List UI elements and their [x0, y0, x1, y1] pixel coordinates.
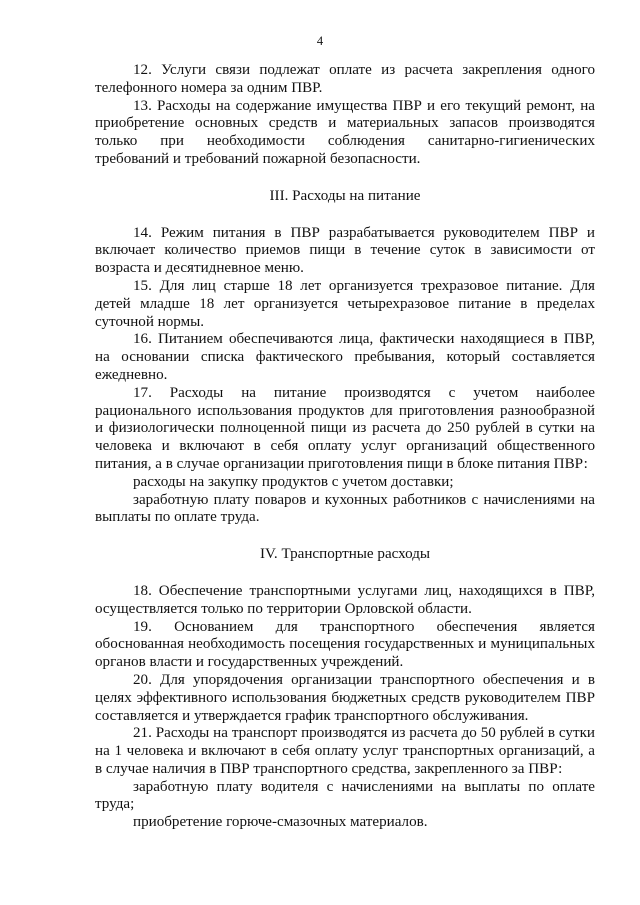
paragraph-16: 16. Питанием обеспечиваются лица, фактически находящиеся в ПВР, на основании списка фактического пребывания, который составляется ежедневно. [95, 331, 595, 383]
list-item-products: расходы на закупку продуктов с учетом доставки; [133, 473, 454, 490]
document-body [95, 62, 595, 832]
paragraph-20: 20. Для упорядочения организации транспортного обеспечения и в целях эффективного использования бюджетных средств руководителем ПВР составляется и утверждается график транспортного обслуживания. [95, 671, 595, 724]
paragraph-18: 18. Обеспечение транспортными услугами лиц, находящихся в ПВР, осуществляется только по территории Орловской области. [95, 582, 595, 617]
paragraph-14: 14. Режим питания в ПВР разрабатывается руководителем ПВР и включает количество приемов пищи в течение суток в зависимости от возраста и десятидневное меню. [95, 224, 595, 277]
section-heading-food: III. Расходы на питание [269, 187, 421, 204]
list-item-cooks-salary: заработную плату поваров и кухонных работников с начислениями на выплаты по оплате труда. [95, 491, 595, 526]
paragraph-12: 12. Услуги связи подлежат оплате из расчета закрепления одного телефонного номера за одним ПВР. [95, 62, 595, 96]
paragraph-17: 17. Расходы на питание производятся с учетом наиболее рационального использования продуктов для приготовления разнообразной и физиологически полноценной пищи из расчета до 250 рублей в сутки на человека и включают в себя оплату услуг организаций общественного питания, а в случае организации приготовления пищи в блоке питания ПВР: [95, 384, 595, 472]
list-item-fuel: приобретение горюче-смазочных материалов. [133, 814, 428, 831]
list-item-driver-salary: заработную плату водителя с начислениями на выплаты по оплате труда; [95, 778, 595, 813]
page-number: 4 [316, 34, 324, 48]
paragraph-19: 19. Основанием для транспортного обеспечения является обоснованная необходимость посещения государственных и муниципальных органов власти и государственных учреждений. [95, 618, 595, 671]
section-heading-transport: IV. Транспортные расходы [259, 546, 431, 563]
paragraph-13: 13. Расходы на содержание имущества ПВР и его текущий ремонт, на приобретение основных средств и материальных запасов производятся только при необходимости соблюдения санитарно-гигиенических требований и требований пожарной безопасности. [95, 97, 595, 167]
paragraph-21: 21. Расходы на транспорт производятся из расчета до 50 рублей в сутки на 1 человека и включают в себя оплату услуг транспортных организаций, а в случае наличия в ПВР транспортного средства, закрепленного за ПВР: [95, 725, 595, 777]
paragraph-15: 15. Для лиц старше 18 лет организуется трехразовое питание. Для детей младше 18 лет организуется четырехразовое питание в пределах суточной нормы. [95, 277, 595, 330]
